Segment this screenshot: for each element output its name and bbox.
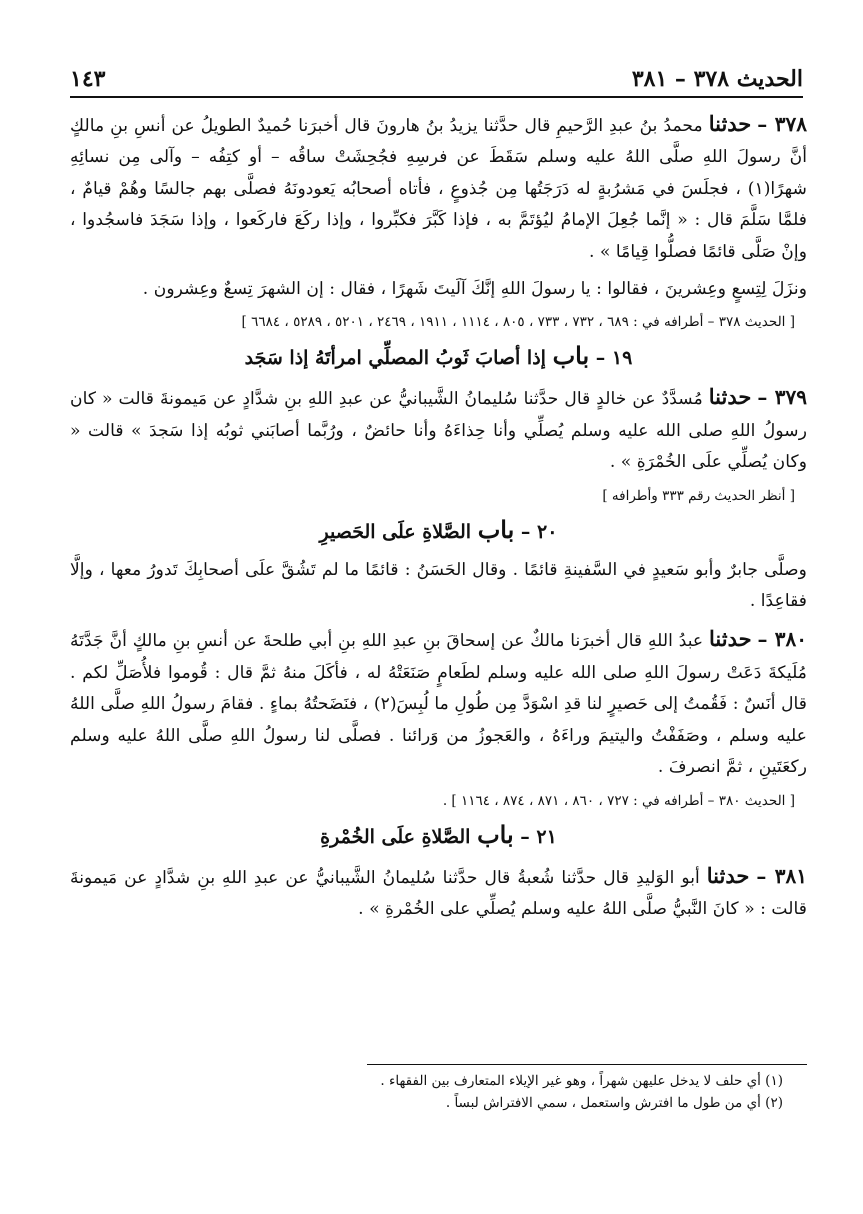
chapter-word: باب [477, 819, 514, 849]
hadith-379 [70, 381, 807, 478]
chapter-number: ١٩ – [595, 347, 633, 370]
chapter-20-text: وصلَّى جابرٌ وأبو سَعيدٍ في السَّفينةِ قائمًا . وقال الحَسَنُ : قائمًا ما لم تَشُقَّ علَى أصحابِكَ تَدورُ معها ، وإلَّا فقاعِدًا . [70, 559, 807, 612]
haddathana-marker: حدثنا [706, 862, 750, 888]
page-header [70, 52, 803, 98]
hadith-378 [70, 108, 807, 268]
hadith-text: أبو الوَليدِ قال حدَّثنا شُعبةُ قال حدَّثنا سُليمانُ الشَّيبانيُّ عن عبدِ اللهِ بنِ شدَّادٍ عن مَيمونةَ قالت : « كانَ النَّبيُّ صلَّى اللهُ عليه وسلم يُصلِّي على الخُمْرةِ » . [70, 867, 807, 919]
hadith-number: ٣٨٠ – [757, 627, 807, 652]
chapter-heading-20 [70, 513, 807, 549]
haddathana-marker: حدثنا [709, 626, 752, 652]
chapter-word: باب [552, 341, 590, 371]
chapter-word: باب [477, 514, 515, 544]
hadith-number: ٣٨١ – [756, 863, 807, 888]
running-title: الحديث ٣٧٨ – ٣٨١ [631, 66, 803, 92]
footnotes [120, 1070, 783, 1114]
chapter-heading-19 [70, 339, 807, 375]
hadith-378-continuation: ونزَلَ لِتِسعٍ وعِشرينَ ، فقالوا : يا رسولَ اللهِ إنَّكَ آلَيتَ شَهرًا ، فقال : إن الشهرَ تِسعٌ وعِشرون . [142, 279, 807, 300]
chapter-number: ٢٠ – [520, 520, 558, 543]
hadith-379-atraf: [ أنظر الحديث رقم ٣٣٣ وأطرافه ] [602, 487, 795, 504]
chapter-title: الصَّلاةِ علَى الخُمْرةِ [320, 825, 471, 848]
page-content [70, 108, 807, 931]
footnote-divider [367, 1064, 807, 1065]
hadith-380 [70, 623, 807, 783]
hadith-text: محمدُ بنُ عبدِ الرَّحيمِ قال حدَّثنا يزيدُ بنُ هارونَ قال أخبرَنا حُميدٌ الطويلُ عن أنسِ بنِ مالكٍ أنَّ رسولَ اللهِ صلَّى اللهُ عليه وسلم سَقَطَ عن فرسِهِ فجُحِشَتْ ساقُه – أو كتِفُه – وآلى مِن نسائِهِ شهرًا(١) ، فجلَسَ في مَشرُبةٍ له دَرَجَتُها مِن جُذوعٍ ، فأتاه أصحابُه يَعودونَهُ فصلَّى بهم جالسًا وهُمْ قيامٌ ، فلمَّا سَلَّمَ قال : « إنَّما جُعِلَ الإمامُ ليُؤتَمَّ به ، فإذا كَبَّرَ فكبِّروا ، وإذا ركَعَ فاركَعوا ، وإذا سَجَدَ فاسجُدوا ، وإنْ صَلَّى قائمًا فصلُّوا قِيامًا » . [70, 116, 807, 262]
chapter-number: ٢١ – [520, 825, 557, 848]
hadith-378-atraf: [ الحديث ٣٧٨ – أطرافه في : ٦٨٩ ، ٧٣٢ ، ٧٣٣ ، ٨٠٥ ، ١١١٤ ، ١٩١١ ، ٢٤٦٩ ، ٥٢٠١ ، ٥٢٨٩ ، ٦٦٨٤ ] [241, 314, 795, 331]
footnote-2: (٢) أي من طول ما افترش واستعمل ، سمي الافتراش لبساً . [445, 1095, 783, 1111]
haddathana-marker: حدثنا [708, 111, 752, 136]
hadith-380-atraf: [ الحديث ٣٨٠ – أطرافه في : ٧٢٧ ، ٨٦٠ ، ٨٧١ ، ٨٧٤ ، ١١٦٤ ] . [442, 792, 795, 809]
hadith-text: مُسدَّدٌ عن خالدٍ قال حدَّثنا سُليمانُ الشَّيبانيُّ عن عبدِ اللهِ بنِ شدَّادٍ عن مَيمونةَ قالت « كان رسولُ اللهِ صلى الله عليه وسلم يُصلِّي وأنا حِذاءَهُ وأنا حائضٌ ، ورُبَّما أصابَني ثوبُه إذا سَجدَ » قالت « وكان يُصلِّي علَى الخُمْرَةِ » . [70, 389, 807, 473]
hadith-381 [70, 860, 807, 926]
chapter-heading-21 [70, 818, 807, 854]
haddathana-marker: حدثنا [708, 384, 752, 410]
chapter-title: الصَّلاةِ علَى الحَصيرِ [319, 520, 472, 543]
hadith-text: عبدُ اللهِ قال أخبرَنا مالكٌ عن إسحاقَ بنِ عبدِ اللهِ بنِ أبي طلحةَ عن أنسِ بنِ مالكٍ أنَّ جَدَّتَهُ مُلَيكةَ دَعَتْ رسولَ اللهِ صلى الله عليه وسلم لطَعامٍ صَنَعَتْهُ له ، فأكَلَ منهُ ثمَّ قال : قُوموا فلأُصَلِّ لكم . قال أنَسٌ : فَقُمتُ إلى حَصيرٍ لنا قدِ اسْوَدَّ مِن طُولِ ما لُبِسَ(٢) ، فنَضَحتُهُ بماءٍ . فقامَ رسولُ اللهِ صلَّى اللهُ عليه وسلم ، وصَفَفْتُ واليتيمَ وراءَهُ ، والعَجوزُ من وَرائنا . فصلَّى لنا رسولُ اللهِ صلَّى اللهُ عليه وسلم ركعَتَينِ ، ثمَّ انصرفَ . [70, 631, 808, 778]
chapter-title: إذا أصابَ ثَوبُ المصلِّي امرأتَهُ إذا سَجَد [244, 347, 546, 370]
footnote-1: (١) أي حلف لا يدخل عليهن شهراً ، وهو غير الإيلاء المتعارف بين الفقهاء . [380, 1073, 783, 1089]
page-number: ١٤٣ [70, 66, 106, 92]
hadith-number: ٣٧٩ – [757, 385, 807, 410]
hadith-number: ٣٧٨ – [757, 112, 807, 136]
